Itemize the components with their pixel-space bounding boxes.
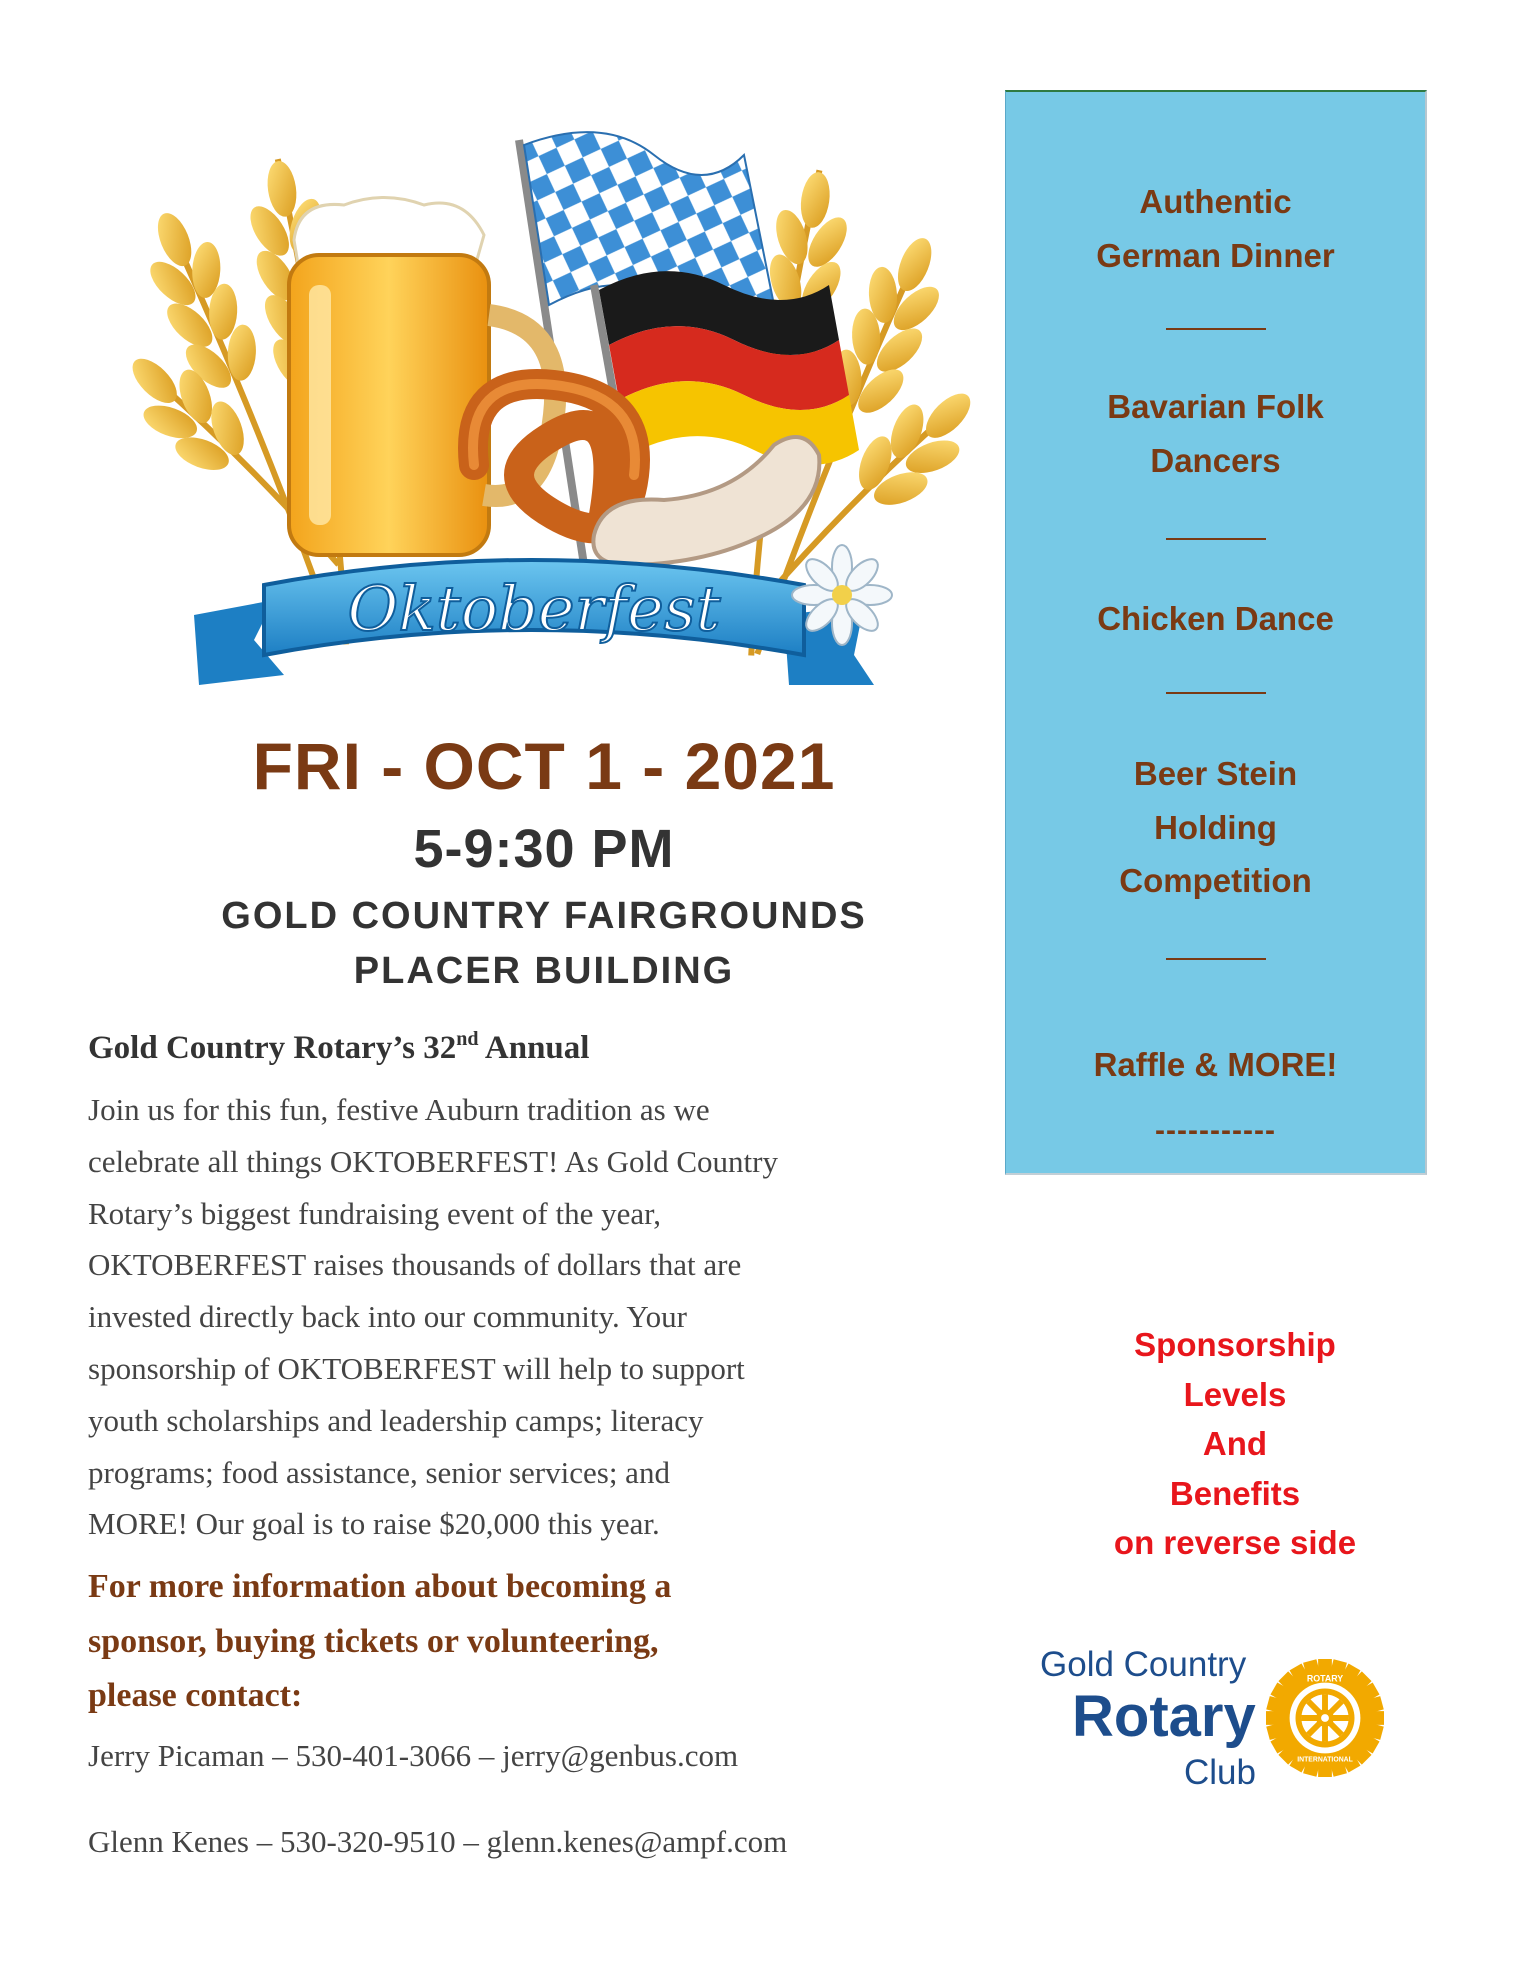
logo-line-club: Club (1184, 1753, 1256, 1792)
intro-line: Join us for this fun, festive Auburn tradition as we (88, 1092, 710, 1127)
sidebar-item-raffle: Raffle & MORE! (1093, 1046, 1338, 1083)
intro-line: programs; food assistance, senior services; and (88, 1454, 670, 1490)
sidebar-divider (1166, 958, 1266, 960)
intro-line: Rotary’s biggest fundraising event of the year, (88, 1195, 661, 1231)
intro-line: OKTOBERFEST raises thousands of dollars that are (88, 1247, 742, 1283)
event-venue: GOLD COUNTRY FAIRGROUNDS (221, 895, 867, 937)
sidebar-divider (1166, 328, 1266, 330)
oktoberfest-illustration (84, 95, 1004, 715)
intro-line: invested directly back into our community. Your (88, 1299, 687, 1335)
contact-jerry[interactable]: Jerry Picaman – 530-401-3066 – jerry@genbus.com (88, 1738, 739, 1773)
logo-line-gold-country: Gold Country (1040, 1645, 1247, 1684)
logo-line-rotary: Rotary (1072, 1684, 1256, 1749)
activities-sidebar (1005, 90, 1427, 1175)
oktoberfest-ribbon (194, 560, 874, 685)
event-date: FRI - OCT 1 - 2021 (252, 729, 836, 803)
sidebar-item-dinner: Authentic German Dinner (1096, 183, 1335, 274)
sidebar-divider (1166, 692, 1266, 694)
contact-prompt: For more information about becoming a sponsor, buying tickets or volunteering, please contact: (88, 1568, 672, 1714)
intro-line: MORE! Our goal is to raise $20,000 this year. (88, 1506, 660, 1542)
event-time: 5-9:30 PM (413, 819, 675, 879)
contact-glenn[interactable]: Glenn Kenes – 530-320-9510 – glenn.kenes@ampf.com (88, 1824, 788, 1859)
intro-heading: Gold Country Rotary’s 32nd Annual (88, 1028, 590, 1066)
wheel-text-top: ROTARY (1306, 1673, 1344, 1684)
sidebar-end-dashes: ----------- (1155, 1114, 1276, 1147)
sidebar-item-dancers: Bavarian Folk Dancers (1107, 388, 1324, 479)
rotary-wheel-icon (1266, 1659, 1384, 1777)
rotary-club-logo (1040, 1645, 1400, 1795)
intro-line: sponsorship of OKTOBERFEST will help to support (88, 1350, 745, 1386)
ribbon-text: Oktoberfest (347, 572, 721, 645)
ordinal-suffix: nd (456, 1028, 479, 1050)
sidebar-item-beer-stein: Beer Stein Holding Competition (1119, 755, 1312, 899)
intro-line: celebrate all things OKTOBERFEST! As Gold Country (88, 1143, 778, 1179)
sponsorship-note: Sponsorship Levels And Benefits on reverse side (1113, 1326, 1357, 1561)
intro-line: youth scholarships and leadership camps; literacy (88, 1402, 704, 1438)
sidebar-item-chicken-dance: Chicken Dance (1097, 600, 1334, 637)
wheel-text-bottom: INTERNATIONAL (1297, 1756, 1353, 1764)
sidebar-divider (1166, 538, 1266, 540)
intro-body (88, 1084, 938, 1550)
event-building: PLACER BUILDING (353, 950, 735, 992)
